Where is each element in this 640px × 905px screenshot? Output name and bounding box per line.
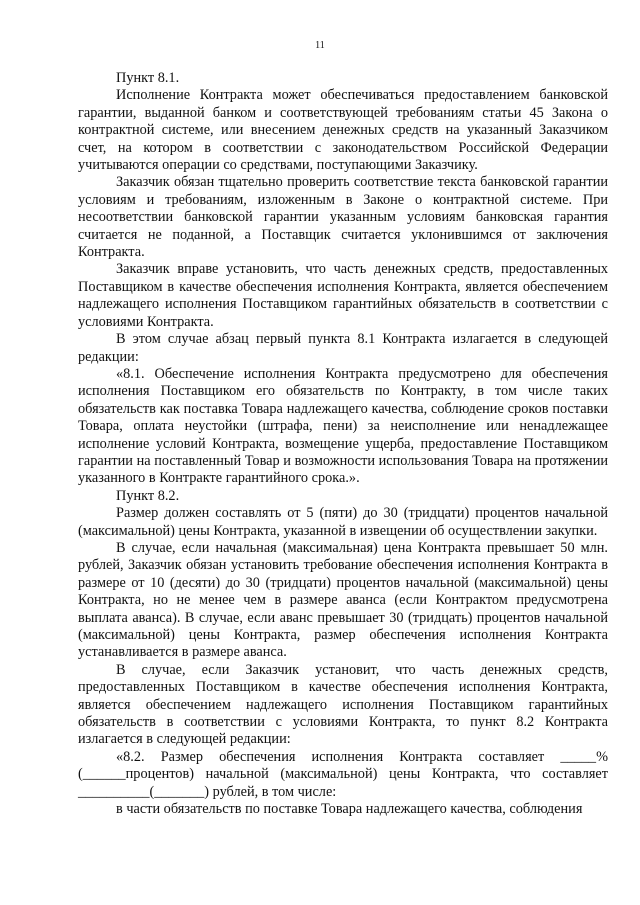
page-number: 11 [315,40,325,51]
document-body [78,70,608,818]
paragraph-security-size: Размер должен составлять от 5 (пяти) до 30 (тридцати) процентов начальной (максимальной) цены Контракта, указанной в извещении об осуществлении закупки. [78,505,608,539]
paragraph-guarantee-provision: Исполнение Контракта может обеспечиваться предоставлением банковской гарантии, выданной банком и соответствующей требованиям статьи 45 Закона о контрактной системе, или внесением денежных средств на указанный Заказчиком счет, на котором в соответствии с законодательством Российской Федерации учитываются операции со средствами, поступающими Заказчику. [78,87,608,174]
section-heading-8-1: Пункт 8.1. [116,70,180,86]
paragraph-warranty-case: В случае, если Заказчик установит, что часть денежных средств, предоставленных Поставщиком в качестве обеспечения исполнения Контракта, является обеспечением надлежащего исполнения Поставщиком гарантийных обязательств в соответствии с условиями Контракта, то пункт 8.2 Контракта излагается в следующей редакции: [78,661,608,748]
paragraph-clause-8-1-text: «8.1. Обеспечение исполнения Контракта предусмотрено для обеспечения исполнения Поставщиком его обязательств по Контракту, в том числе таких обязательств как поставка Товара надлежащего качества, соблюдение сроков поставки Товара, оплата неустойки (штрафа, пени) за неисполнение или ненадлежащее исполнение условий Контракта, возмещение ущерба, предоставление Поставщиком гарантии на поставленный Товар и возможности использования Товара на протяжении указанного в Контракте гарантийного срока.». [78,365,608,487]
paragraph-continuation: в части обязательств по поставке Товара надлежащего качества, соблюдения [116,801,583,818]
paragraph-edition-intro: В этом случае абзац первый пункта 8.1 Контракта излагается в следующей редакции: [78,331,608,365]
paragraph-clause-8-2-text: «8.2. Размер обеспечения исполнения Контракта составляет _____% (______процентов) начальной (максимальной) цены Контракта, что составляет __________(_______) рублей, в том числе: [78,748,608,800]
section-heading-8-2: Пункт 8.2. [116,487,180,504]
paragraph-over-50m: В случае, если начальная (максимальная) цена Контракта превышает 50 млн. рублей, Заказчик обязан установить требование обеспечения исполнения Контракта в размере от 10 (десяти) до 30 (тридцати) процентов начальной (максимальной) цены Контракта, но не менее чем в размере аванса (если Контрактом предусмотрена выплата аванса). В случае, если аванс превышает 30 (тридцать) процентов начальной (максимальной) цены Контракта, размер обеспечения исполнения Контракта устанавливается в размере аванса. [78,539,608,661]
paragraph-warranty-security: Заказчик вправе установить, что часть денежных средств, предоставленных Поставщиком в качестве обеспечения исполнения Контракта, является обеспечением надлежащего исполнения Поставщиком гарантийных обязательств в соответствии с условиями Контракта. [78,261,608,330]
paragraph-guarantee-check: Заказчик обязан тщательно проверить соответствие текста банковской гарантии условиям и требованиям, изложенным в Законе о контрактной системе. При несоответствии банковской гарантии указанным условиям банковская гарантия считается не поданной, а Поставщик считается уклонившимся от заключения Контракта. [78,174,608,261]
